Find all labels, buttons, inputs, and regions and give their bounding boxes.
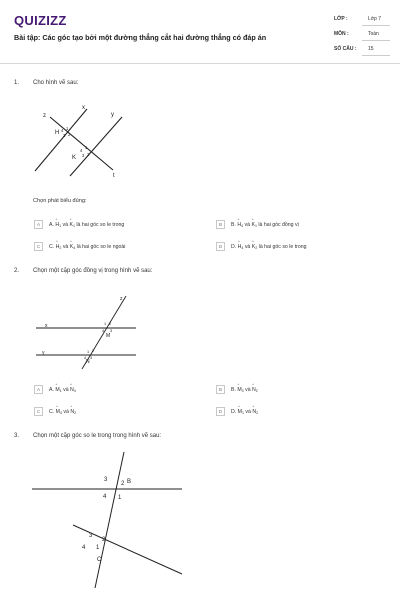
question-1-number: 1. [14, 80, 20, 86]
q1-option-d[interactable] [216, 242, 391, 252]
q2-option-b-letter: B [216, 385, 225, 394]
question-2-number: 2. [14, 268, 20, 274]
line-y [70, 117, 122, 176]
label-t: t [113, 173, 115, 179]
q1-option-b[interactable] [216, 220, 391, 230]
worksheet-header [0, 0, 400, 64]
question-1-prompt: Cho hình vẽ sau: [33, 80, 79, 86]
quizizz-logo: QUIZIZZ [14, 13, 67, 28]
label-B3: 3 [104, 477, 108, 483]
label-N1: 1 [87, 350, 90, 354]
label-M: M [106, 333, 111, 339]
label-M3: 3 [110, 329, 113, 333]
subject-underline [362, 40, 390, 41]
q1-option-c-letter: C [34, 242, 43, 251]
label-C4: 4 [82, 545, 86, 551]
question-count-value: 15 [368, 46, 374, 52]
q2-option-d-text: D. ^ $M_1$ và ^ $N_2$ [231, 409, 258, 415]
subject-label: MÔN : [334, 31, 349, 37]
q2-option-c-text: C. ^ $M_4$ và ^ $N_2$ [49, 409, 76, 415]
q1-option-d-text: D. ^ $H_4$ và ^ $K_2$ là hai góc so le trong [231, 244, 307, 250]
q1-option-b-text: B. ^ $H_4$ và ^ $K_1$ là hai góc đồng vị [231, 222, 299, 228]
label-B1: 1 [118, 495, 122, 501]
label-x: x [45, 323, 48, 329]
q2-option-a[interactable] [34, 385, 204, 395]
label-N: N [86, 359, 90, 365]
label-C3: 3 [89, 533, 93, 539]
label-H3: 3 [63, 133, 66, 138]
label-M2: 2 [109, 322, 112, 326]
q1-option-c[interactable] [34, 242, 204, 252]
q2-option-b-text: B. ^ $M_3$ và ^ $N_2$ [231, 387, 258, 393]
label-y: y [111, 112, 114, 118]
class-underline [362, 25, 390, 26]
label-K4: 4 [80, 148, 83, 153]
question-3-prompt: Chọn một cặp góc so le trong trong hình vẽ sau: [33, 433, 162, 439]
label-x: x [82, 105, 85, 111]
class-label: LỚP : [334, 16, 348, 22]
class-field [334, 14, 390, 26]
label-H: H [55, 130, 60, 136]
label-C: C [97, 557, 102, 563]
label-z: z [120, 296, 123, 302]
subject-value: Toán [368, 31, 379, 37]
question-2-prompt: Chọn một cặp góc đồng vị trong hình vẽ sau: [33, 268, 153, 274]
q2-option-c[interactable] [34, 407, 204, 417]
label-C2: 2 [102, 537, 106, 543]
label-y: y [42, 350, 45, 356]
label-K: K [72, 155, 77, 161]
label-M4: 4 [102, 329, 105, 333]
question-count-label: SỐ CÂU : [334, 46, 357, 52]
label-H4: 4 [61, 128, 64, 133]
label-N4: 4 [84, 356, 87, 360]
label-H1: 1 [66, 126, 69, 131]
label-C1: 1 [96, 545, 100, 551]
q2-option-d-letter: D [216, 407, 225, 416]
q1-option-a-letter: A [34, 220, 43, 229]
label-M1: 1 [104, 322, 107, 326]
label-K1: 1 [85, 145, 88, 150]
question-1-figure [30, 100, 140, 180]
label-N2: 2 [92, 349, 95, 353]
question-3-figure [30, 448, 190, 596]
q1-option-c-text: C. ^ $H_2$ và ^ $K_4$ là hai góc so le ngoài [49, 244, 125, 250]
question-1-subprompt: Chọn phát biểu đúng: [33, 198, 87, 204]
q1-option-a[interactable] [34, 220, 204, 230]
label-z: z [43, 113, 46, 119]
q2-option-c-letter: C [34, 407, 43, 416]
q2-option-a-letter: A [34, 385, 43, 394]
question-2-figure [30, 292, 145, 372]
label-K2: 2 [87, 152, 90, 157]
q1-option-d-letter: D [216, 242, 225, 251]
label-B2: 2 [121, 481, 125, 487]
question-count-field [334, 44, 390, 56]
q2-option-d[interactable] [216, 407, 391, 417]
q1-option-a-text: A. ^ $H_1$ và ^ $K_1$ là hai góc so le trong [49, 222, 124, 228]
label-B4: 4 [103, 494, 107, 500]
question-3-number: 3. [14, 433, 20, 439]
label-B: B [127, 479, 132, 485]
transversal-BC [95, 452, 124, 588]
subject-field [334, 29, 390, 41]
label-H2: 2 [68, 132, 71, 137]
label-N3: 3 [90, 356, 93, 360]
class-value: Lớp 7 [368, 16, 382, 22]
q1-option-b-letter: B [216, 220, 225, 229]
q2-option-b[interactable] [216, 385, 391, 395]
question-count-underline [362, 55, 390, 56]
q2-option-a-text: A. ^ $M_1$ và ^ $N_4$ [49, 387, 76, 393]
line-z-t [50, 117, 113, 170]
label-K3: 3 [82, 153, 85, 158]
worksheet-title: Bài tập: Các góc tạo bởi một đường thẳng cắt hai đường thẳng có đáp án [14, 33, 267, 42]
